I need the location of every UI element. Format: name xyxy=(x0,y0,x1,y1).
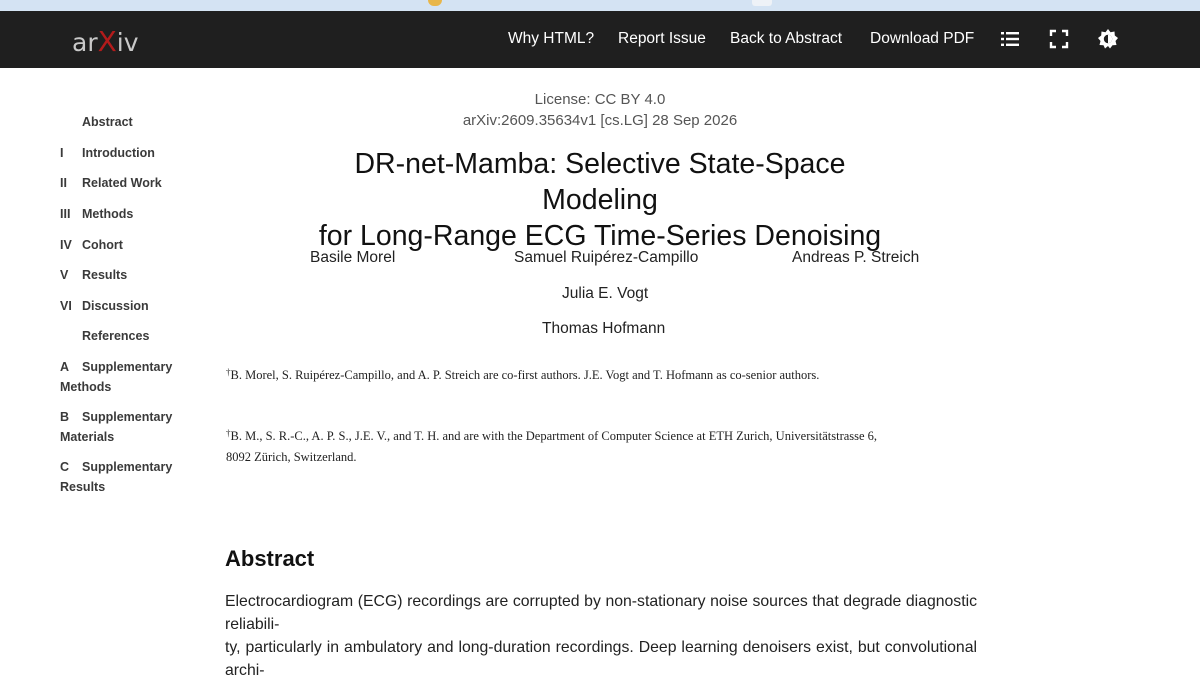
download-pdf-link[interactable]: Download PDF xyxy=(870,30,975,47)
abstract-text xyxy=(225,590,977,682)
banner-close-icon[interactable] xyxy=(752,0,772,6)
toc-item-discussion[interactable]: VI Discussion xyxy=(60,299,149,313)
author-name: Thomas Hofmann xyxy=(542,320,666,337)
toc-item-results[interactable]: V Results xyxy=(60,268,128,282)
arxiv-id-line: arXiv:2609.35634v1 [cs.LG] 28 Sep 2026 xyxy=(462,112,738,129)
toc-item-supplementary-results[interactable]: C Supplementary Results xyxy=(60,460,173,494)
license-line: License: CC BY 4.0 xyxy=(534,91,666,108)
author-name: Julia E. Vogt xyxy=(562,285,649,302)
theme-settings-icon[interactable] xyxy=(1097,28,1119,50)
toc-item-label: Supplementary Results xyxy=(60,460,173,494)
toc-item-label: Abstract xyxy=(82,115,133,129)
toc-item-supplementary-materials[interactable]: B Supplementary Materials xyxy=(60,410,173,444)
top-navbar xyxy=(0,11,1200,68)
paper-title xyxy=(300,146,900,254)
fullscreen-icon[interactable] xyxy=(1048,28,1070,50)
author-name: Samuel Ruipérez-Campillo xyxy=(514,249,699,266)
browser-top-strip xyxy=(0,0,1200,11)
author-name: Basile Morel xyxy=(310,249,396,266)
toc-item-label: Cohort xyxy=(82,238,123,252)
toc-item-introduction[interactable]: I Introduction xyxy=(60,146,155,160)
toc-item-cohort[interactable]: IV Cohort xyxy=(60,238,123,252)
footnote-co-authors xyxy=(226,362,926,386)
toc-item-abstract[interactable] xyxy=(60,112,200,132)
abstract-line: Electrocardiogram (ECG) recordings are corrupted by non-stationary noise sources that degrade diagnostic reliabili- xyxy=(225,593,977,633)
toc-item-label: Discussion xyxy=(82,299,149,313)
toc-item-label: Supplementary Materials xyxy=(60,410,173,444)
footnote-affiliation xyxy=(226,423,926,468)
toc-item-methods[interactable]: III Methods xyxy=(60,207,134,221)
logo-text-suffix: iv xyxy=(116,28,139,57)
author-name: Andreas P. Streich xyxy=(792,249,920,266)
footnote-text: 8092 Zürich, Switzerland. xyxy=(226,450,357,464)
toc-item-related-work[interactable]: II Related Work xyxy=(60,176,162,190)
report-issue-link[interactable]: Report Issue xyxy=(618,30,706,47)
abstract-line: ty, particularly in ambulatory and long-duration recordings. Deep learning denoisers exist, but convolutional archi- xyxy=(225,639,977,679)
toc-item-references[interactable] xyxy=(60,326,200,346)
logo-text-prefix: ar xyxy=(72,28,98,57)
toc-item-label: Results xyxy=(82,268,128,282)
footnote-mark: † xyxy=(226,428,231,438)
arxiv-logo[interactable] xyxy=(72,25,139,58)
toc-item-label: Related Work xyxy=(82,176,162,190)
logo-text-x: X xyxy=(97,25,117,58)
paper-title-line: DR-net-Mamba: Selective State-Space Modeling xyxy=(354,148,846,216)
why-html-link[interactable]: Why HTML? xyxy=(508,30,595,47)
abstract-heading: Abstract xyxy=(225,546,315,571)
toc-item-label: Introduction xyxy=(82,146,155,160)
toc-item-supplementary-methods[interactable]: A Supplementary Methods xyxy=(60,360,173,394)
toc-list-icon[interactable] xyxy=(999,28,1021,50)
footnote-text: B. M., S. R.-C., A. P. S., J.E. V., and T. H. and are with the Department of Computer Science at ETH Zurich, Universitätstrasse 6, xyxy=(230,429,878,443)
footnote-mark: † xyxy=(226,367,231,377)
footnote-text: B. Morel, S. Ruipérez-Campillo, and A. P. Streich are co-first authors. J.E. Vogt and T. Hofmann as co-senior authors. xyxy=(230,368,820,382)
banner-emoji-icon xyxy=(428,0,442,6)
toc-item-label: Supplementary Methods xyxy=(60,360,173,394)
paper-title-line: for Long-Range ECG Time-Series Denoising xyxy=(318,220,882,252)
back-to-abstract-link[interactable]: Back to Abstract xyxy=(730,30,842,47)
toc-item-label: Methods xyxy=(82,207,134,221)
toc-item-label: References xyxy=(82,329,150,343)
